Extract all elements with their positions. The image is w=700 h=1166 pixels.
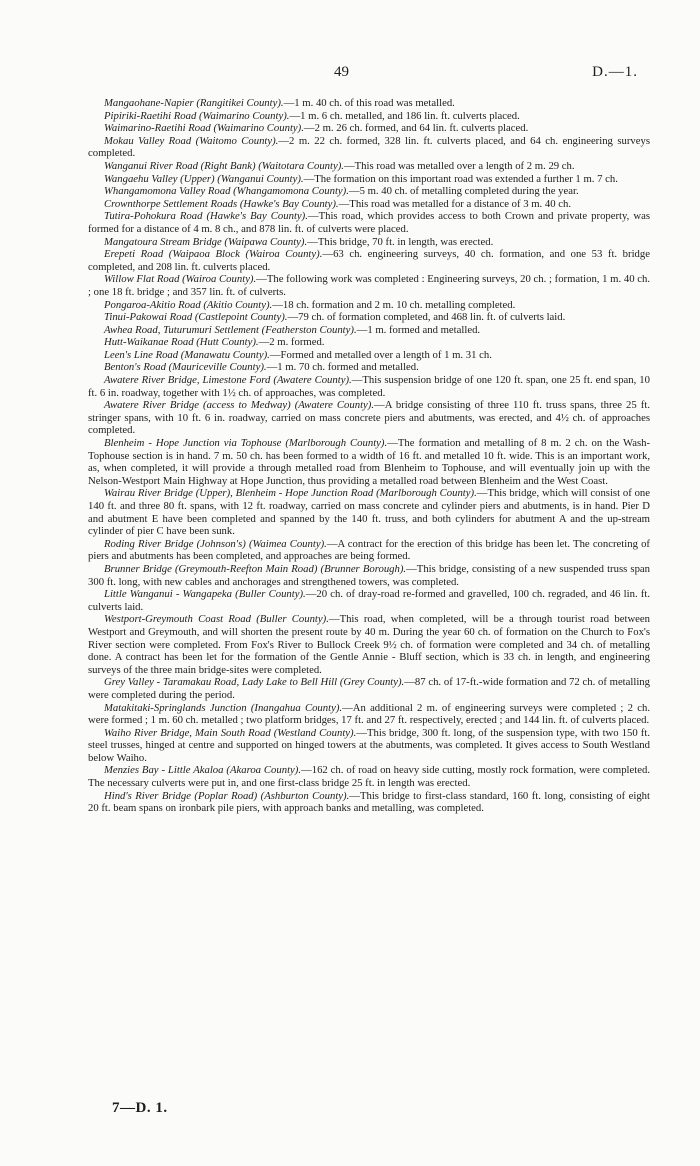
report-entry: [88, 210, 650, 235]
entry-text: —A bridge consisting of three 110 ft. truss spans, three 25 ft. stringer spans, with 10 ft. 6 in. roadway, carried on mass concrete piers and abutments, was erected, and 4½ ch. of approaches completed.: [88, 399, 650, 437]
report-entry: [88, 563, 650, 588]
report-entry: [88, 399, 650, 437]
entry-title: Pipiriki-Raetihi Road (Waimarino County).: [104, 109, 290, 122]
entry-title: Waimarino-Raetihi Road (Waimarino County).: [104, 122, 304, 135]
entry-text: —1 m. 40 ch. of this road was metalled.: [283, 97, 455, 109]
entry-text: —A contract for the erection of this bridge has been let. The concreting of piers and abutments has been completed, and approaches are being formed.: [88, 537, 650, 563]
entry-title: Benton's Road (Mauriceville County).: [104, 361, 267, 374]
report-entry: [88, 764, 650, 789]
report-entry: [88, 588, 650, 613]
entry-title: Willow Flat Road (Wairoa County).: [104, 273, 257, 286]
entry-title: Hind's River Bridge (Poplar Road) (Ashburton County).: [104, 789, 350, 802]
report-entry: [88, 790, 650, 815]
entry-text: —This bridge, consisting of a new suspended truss span 300 ft. long, with new cables and anchorages and strengthened towers, was completed.: [88, 562, 650, 588]
entry-title: Pongaroa-Akitio Road (Akitio County).: [104, 298, 273, 311]
entry-title: Whangamomona Valley Road (Whangamomona County).: [104, 185, 349, 198]
report-entry: [88, 324, 650, 337]
report-entry: [88, 198, 650, 211]
entry-title: Matakitaki-Springlands Junction (Inangahua County).: [104, 701, 343, 714]
entry-text: —This suspension bridge of one 120 ft. span, one 25 ft. end span, 10 ft. 6 in. roadway, together with 1½ ch. of approaches, was completed.: [88, 374, 650, 399]
entry-title: Westport-Greymouth Coast Road (Buller County).: [104, 613, 329, 626]
entry-text: —18 ch. formation and 2 m. 10 ch. metalling completed.: [272, 298, 516, 311]
report-body: [88, 97, 650, 815]
entry-title: Roding River Bridge (Johnson's) (Waimea County).: [104, 537, 327, 550]
report-entry: [88, 437, 650, 487]
entry-title: Wairau River Bridge (Upper), Blenheim - Hope Junction Road (Marlborough County).: [104, 487, 477, 500]
entry-text: —1 m. 6 ch. metalled, and 186 lin. ft. culverts placed.: [289, 109, 520, 122]
sheet-signature: 7—D. 1.: [112, 1100, 168, 1116]
entry-title: Mokau Valley Road (Waitomo County).: [104, 134, 279, 147]
entry-title: Wanganui River Road (Right Bank) (Waitotara County).: [104, 159, 344, 172]
report-entry: [88, 702, 650, 727]
entry-text: —2 m. formed.: [258, 336, 325, 349]
report-entry: [88, 273, 650, 298]
entry-text: —This road was metalled for a distance of 3 m. 40 ch.: [338, 197, 571, 210]
entry-text: —162 ch. of road on heavy side cutting, mostly rock formation, were completed. The necessary culverts were put in, and one first-class bridge 25 ft. in length was erected.: [88, 764, 650, 790]
entry-text: —1 m. formed and metalled.: [356, 323, 481, 336]
entry-text: —The formation and metalling of 8 m. 2 ch. on the Wash-Tophouse section is in hand. 7 m. 50 ch. has been formed to a width of 16 ft. and metalled 10 ft. wide. This is an important work, as, when completed, it will provide a through metalled road from Blenheim to Tophouse, and will eventually join up with the Nelson-Westport Main Highway at Hope Junction, thus providing a metalled road between Blenheim and the West Coast.: [88, 437, 651, 487]
report-entry: [88, 676, 650, 701]
entry-title: Tutira-Pohokura Road (Hawke's Bay County).: [104, 210, 308, 223]
entry-text: —5 m. 40 ch. of metalling completed during the year.: [348, 185, 579, 198]
report-entry: [88, 349, 650, 362]
report-entry: [88, 122, 650, 135]
entry-text: —63 ch. engineering surveys, 40 ch. formation, and one 53 ft. bridge completed, and 208 lin. ft. culverts placed.: [88, 248, 650, 273]
report-entry: [88, 727, 650, 765]
entry-title: Brunner Bridge (Greymouth-Reefton Main Road) (Brunner Borough).: [104, 562, 407, 575]
entry-text: —An additional 2 m. of engineering surveys were completed ; 2 ch. were formed ; 1 m. 60 ch. metalled ; two platform bridges, 17 ft. and 27 ft. respectively, erected ; and 144 lin. ft. of culverts placed.: [88, 701, 651, 727]
entry-title: Erepeti Road (Waipaoa Block (Wairoa County).: [104, 248, 323, 261]
entry-text: —This bridge, which will consist of one 140 ft. and three 80 ft. spans, with 12 ft. roadway, carried on mass concrete and cylinder piers and abutments, is in hand. Pier D and abutment E have been completed and spanned by the 140 ft. truss, and both cylinders for abutment A and the up-stream cylinder of pier C have been sunk.: [88, 487, 651, 538]
entry-title: Wangaehu Valley (Upper) (Wanganui County).: [104, 172, 304, 185]
entry-title: Grey Valley - Taramakau Road, Lady Lake to Bell Hill (Grey County).: [104, 676, 405, 689]
report-entry: [88, 336, 650, 349]
entry-title: Leen's Line Road (Manawatu County).: [104, 348, 270, 361]
entry-text: —2 m. 22 ch. formed, 328 lin. ft. culverts placed, and 64 ch. engineering surveys completed.: [88, 134, 650, 160]
report-entry: [88, 185, 650, 198]
entry-text: —The following work was completed : Engineering surveys, 20 ch. ; formation, 1 m. 40 ch. ; one 18 ft. bridge ; and 357 lin. ft. of culverts.: [88, 273, 650, 298]
page-number: 49: [334, 64, 349, 80]
entry-text: —Formed and metalled over a length of 1 m. 31 ch.: [269, 348, 492, 361]
entry-text: —87 ch. of 17-ft.-wide formation and 72 ch. of metalling were completed during the period.: [88, 676, 650, 701]
entry-title: Blenheim - Hope Junction via Tophouse (Marlborough County).: [104, 437, 388, 450]
entry-text: —This bridge, 300 ft. long, of the suspension type, with two 150 ft. steel trusses, hinged at centre and supported on hinged towers at the abutments, was completed. It gives access to South Westland below Waiho.: [88, 726, 650, 764]
entry-title: Mangatoura Stream Bridge (Waipawa County).: [104, 235, 308, 248]
report-entry: [88, 311, 650, 324]
entry-title: Mangaohane-Napier (Rangitikei County).: [104, 97, 284, 109]
entry-text: —79 ch. of formation completed, and 468 lin. ft. of culverts laid.: [287, 311, 566, 324]
report-entry: [88, 135, 650, 160]
entry-title: Little Wanganui - Wangapeka (Buller County).: [104, 588, 306, 601]
report-entry: [88, 160, 650, 173]
entry-text: —This road, which provides access to both Crown and private property, was formed for a distance of 4 m. 8 ch., and 878 lin. ft. of culverts were placed.: [88, 210, 650, 235]
report-entry: [88, 110, 650, 123]
report-entry: [88, 361, 650, 374]
entry-title: Crownthorpe Settlement Roads (Hawke's Bay County).: [104, 197, 339, 210]
entry-text: —The formation on this important road was extended a further 1 m. 7 ch.: [303, 172, 618, 185]
entry-text: —1 m. 70 ch. formed and metalled.: [266, 361, 419, 374]
entry-text: —This bridge, 70 ft. in length, was erected.: [307, 235, 494, 248]
entry-text: —This road was metalled over a length of 2 m. 29 ch.: [343, 159, 575, 172]
report-entry: [88, 613, 650, 676]
entry-text: —This bridge to first-class standard, 160 ft. long, consisting of eight 20 ft. beam spans on ironbark pile piers, with approach banks and metalling, was completed.: [88, 789, 650, 815]
page-header: [0, 64, 700, 84]
report-entry: [88, 538, 650, 563]
report-entry: [88, 248, 650, 273]
entry-text: —2 m. 26 ch. formed, and 64 lin. ft. culverts placed.: [303, 122, 529, 135]
entry-text: —This road, when completed, will be a through tourist road between Westport and Greymouth, and will shorten the present route by 40 m. During the year 60 ch. of formation on the Church to Fox's River section were completed. From Fox's River to Bullock Creek 9½ ch. of formation were completed and 34 ch. of metalling done. A contract has been let for the formation of the Gentle Annie - Bluff section, which is 33 ch. in length, and engineering surveys of the three main bridge-sites were completed.: [88, 613, 650, 676]
entry-title: Hutt-Waikanae Road (Hutt County).: [104, 336, 259, 349]
report-entry: [88, 299, 650, 312]
entry-title: Awatere River Bridge (access to Medway) (Awatere County).: [104, 399, 375, 412]
entry-title: Tinui-Pakowai Road (Castlepoint County).: [104, 311, 288, 324]
report-entry: [88, 374, 650, 399]
report-entry: [88, 173, 650, 186]
report-entry: [88, 97, 650, 110]
entry-title: Menzies Bay - Little Akaloa (Akaroa County).: [104, 764, 302, 777]
entry-text: —20 ch. of dray-road re-formed and gravelled, 100 ch. regraded, and 46 lin. ft. culverts laid.: [88, 588, 650, 613]
entry-title: Awhea Road, Tuturumuri Settlement (Featherston County).: [104, 323, 357, 336]
document-reference: D.—1.: [592, 64, 638, 80]
entry-title: Waiho River Bridge, Main South Road (Westland County).: [104, 726, 357, 739]
entry-title: Awatere River Bridge, Limestone Ford (Awatere County).: [104, 374, 352, 387]
report-entry: [88, 487, 650, 537]
report-entry: [88, 236, 650, 249]
